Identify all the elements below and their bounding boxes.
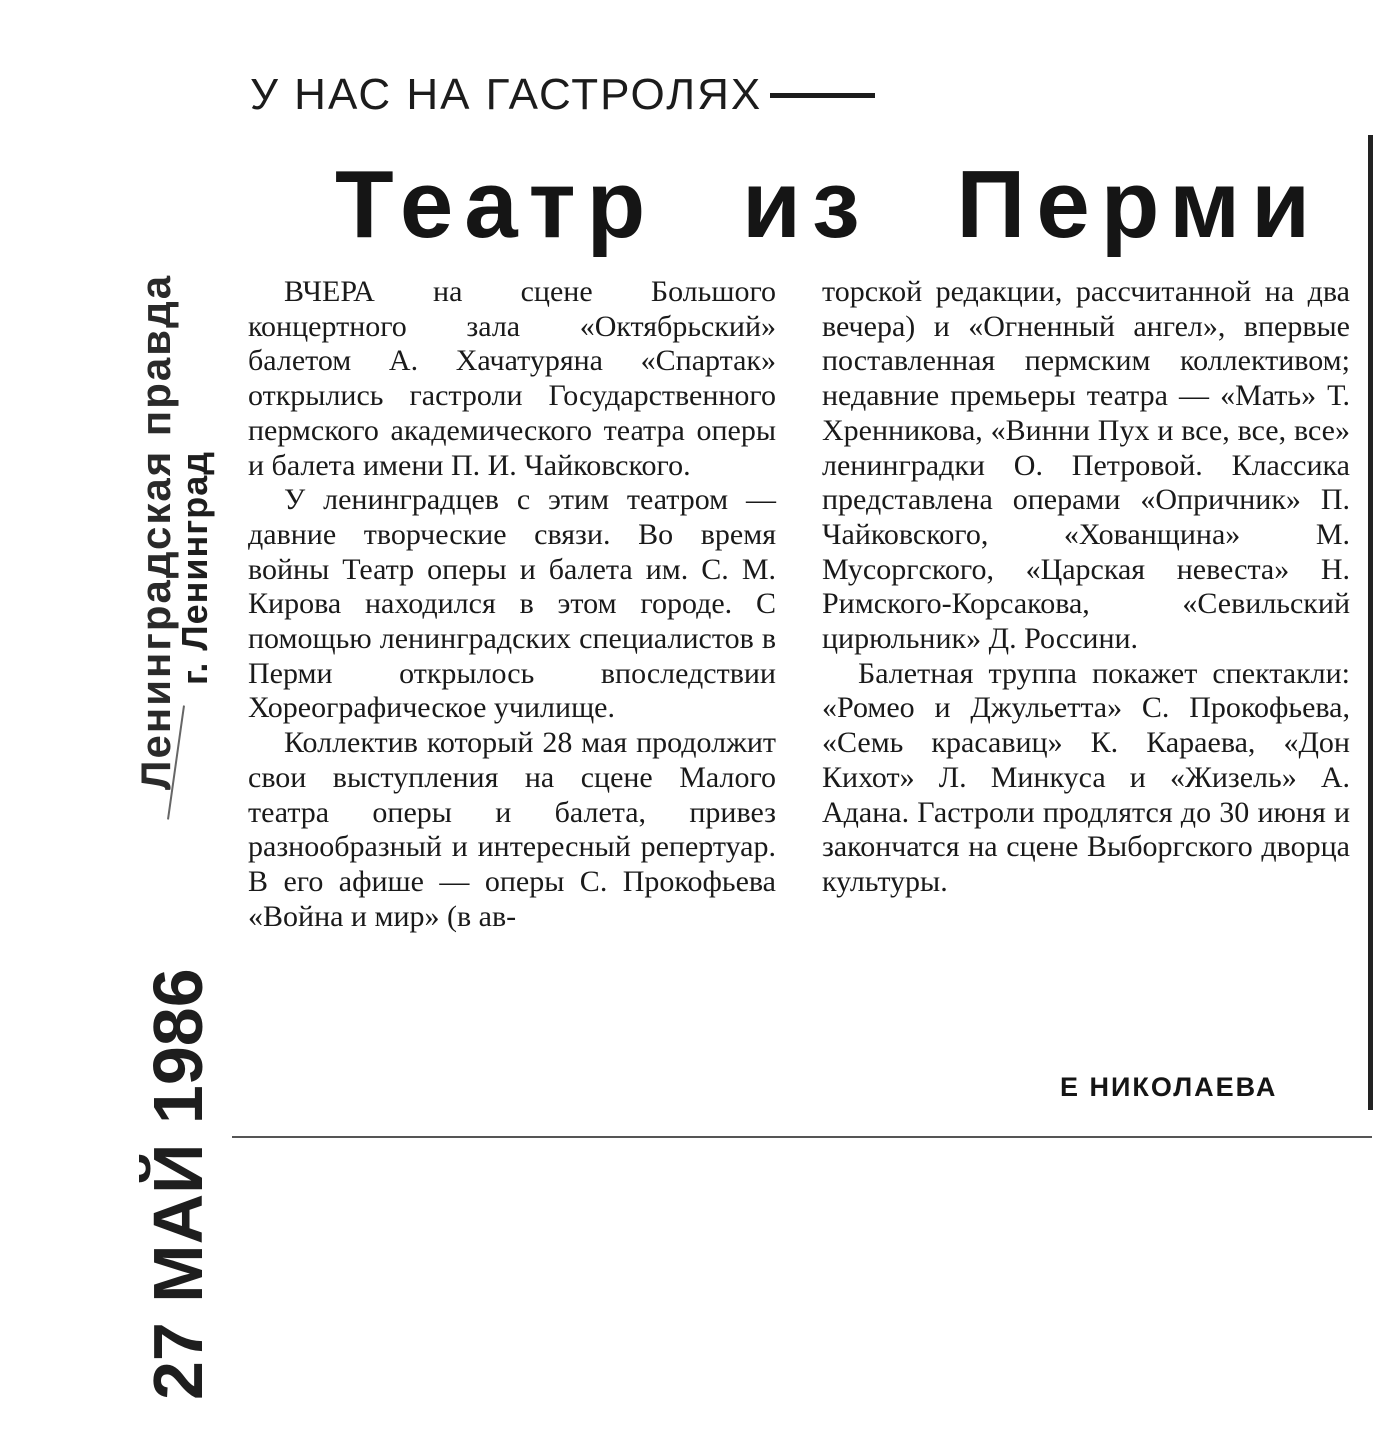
paragraph: Коллектив который 28 мая продолжит свои выступления на сцене Малого театра оперы и балета, привез разнообразный и интересный репертуар. В его афише — оперы С. Прокофьева «Война и мир» (в ав- bbox=[248, 726, 776, 933]
stamp-date: 27 МАЙ 1986 bbox=[139, 968, 217, 1400]
paragraph: ВЧЕРА на сцене Большого концертного зала «Октябрьский» балетом А. Хачатуряна «Спартак» открылись гастроли Государственного пермского академического театра оперы и балета имени П. И. Чайковского. bbox=[248, 275, 776, 482]
paragraph: торской редакции, рассчитанной на два вечера) и «Огненный ангел», впервые поставленная пермским коллективом; недавние премьеры театра — «Мать» Т. Хренникова, «Винни Пух и все, все, все» ленинградки О. Петровой. Классика представлена операми «Опричник» П. Чайковского, «Хованщина» М. Мусоргского, «Царская невеста» Н. Римского-Корсакова, «Севильский цирюльник» Д. Россини. bbox=[822, 275, 1350, 656]
archive-stamp bbox=[130, 130, 220, 1430]
stamp-newspaper-name: Ленинградская правда bbox=[132, 273, 179, 790]
rubric-text: У НАС НА ГАСТРОЛЯХ bbox=[250, 70, 763, 119]
article-author: Е НИКОЛАЕВА bbox=[1060, 1072, 1278, 1102]
column-rule-bottom bbox=[232, 1136, 1372, 1138]
column-rule-right bbox=[1368, 135, 1373, 1110]
paragraph: У ленинградцев с этим театром — давние творческие связи. Во время войны Театр оперы и балета им. С. М. Кирова находился в этом городе. С помощью ленинградских специалистов в Перми открылось впоследствии Хореографическое училище. bbox=[248, 483, 776, 725]
paragraph: Балетная труппа покажет спектакли: «Ромео и Джульетта» С. Прокофьева, «Семь красавиц» К. Караева, «Дон Кихот» Л. Минкуса и «Жизель» А. Адана. Гастроли продлятся до 30 июня и закончатся на сцене Выборгского дворца культуры. bbox=[822, 656, 1350, 898]
article-column-right bbox=[822, 275, 1350, 900]
rubric-heading bbox=[250, 70, 875, 120]
rubric-dash bbox=[770, 93, 875, 98]
stamp-city: г. Ленинград bbox=[174, 450, 215, 685]
article-headline: Театр из Перми bbox=[335, 151, 1322, 258]
article-column-left bbox=[248, 275, 776, 934]
